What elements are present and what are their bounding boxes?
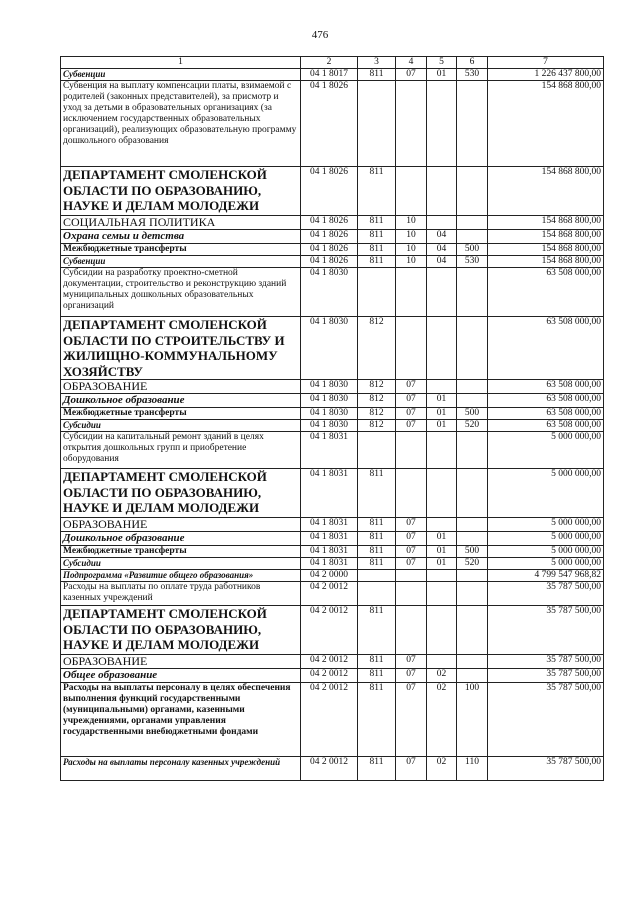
section-code: 10	[396, 244, 427, 256]
expense-type-code	[457, 81, 488, 167]
row-name: Субвенции	[61, 69, 301, 81]
section-code: 07	[396, 380, 427, 394]
target-code: 04 1 8030	[301, 317, 358, 380]
department-code: 811	[358, 606, 396, 655]
table-row	[61, 394, 604, 408]
target-code: 04 1 8031	[301, 469, 358, 518]
row-name: Расходы на выплаты персоналу в целях обеспечения выполнения функций государственными (муниципальными) органами, казенными учреждениями, органами управления государственными внебюджетными фондами	[61, 683, 301, 757]
subsection-code	[427, 570, 457, 582]
table-row	[61, 408, 604, 420]
department-code: 811	[358, 256, 396, 268]
section-code	[396, 606, 427, 655]
section-code	[396, 469, 427, 518]
amount: 5 000 000,00	[488, 546, 604, 558]
target-code: 04 1 8031	[301, 558, 358, 570]
section-code: 10	[396, 216, 427, 230]
column-header: 5	[427, 57, 457, 69]
section-code: 07	[396, 532, 427, 546]
target-code: 04 1 8031	[301, 432, 358, 469]
amount: 1 226 437 800,00	[488, 69, 604, 81]
table-row	[61, 216, 604, 230]
section-code	[396, 570, 427, 582]
expense-type-code	[457, 655, 488, 669]
table-row	[61, 570, 604, 582]
section-code: 07	[396, 757, 427, 781]
subsection-code	[427, 268, 457, 317]
table-row	[61, 606, 604, 655]
subsection-code	[427, 81, 457, 167]
department-code: 811	[358, 683, 396, 757]
subsection-code	[427, 655, 457, 669]
department-code: 811	[358, 669, 396, 683]
amount: 35 787 500,00	[488, 683, 604, 757]
amount: 35 787 500,00	[488, 582, 604, 606]
subsection-code	[427, 518, 457, 532]
section-code	[396, 268, 427, 317]
row-name: Расходы на выплаты по оплате труда работников казенных учреждений	[61, 582, 301, 606]
amount: 63 508 000,00	[488, 380, 604, 394]
amount: 35 787 500,00	[488, 669, 604, 683]
target-code: 04 1 8026	[301, 216, 358, 230]
subsection-code: 01	[427, 69, 457, 81]
department-code	[358, 570, 396, 582]
target-code: 04 1 8030	[301, 268, 358, 317]
amount: 5 000 000,00	[488, 469, 604, 518]
section-code: 07	[396, 408, 427, 420]
table-row	[61, 230, 604, 244]
table-row	[61, 546, 604, 558]
target-code: 04 2 0012	[301, 582, 358, 606]
table-row	[61, 69, 604, 81]
row-name: Субсидии на разработку проектно-сметной документации, строительство и реконструкцию зданий муниципальных дошкольных образовательных организаций	[61, 268, 301, 317]
amount: 63 508 000,00	[488, 268, 604, 317]
table-row	[61, 268, 604, 317]
table-row	[61, 655, 604, 669]
table-row	[61, 518, 604, 532]
row-name: Охрана семьи и детства	[61, 230, 301, 244]
table-row	[61, 317, 604, 380]
section-code: 07	[396, 518, 427, 532]
subsection-code: 04	[427, 256, 457, 268]
expense-type-code: 500	[457, 408, 488, 420]
target-code: 04 1 8030	[301, 420, 358, 432]
target-code: 04 1 8030	[301, 380, 358, 394]
department-code: 811	[358, 518, 396, 532]
expense-type-code	[457, 469, 488, 518]
amount: 63 508 000,00	[488, 317, 604, 380]
table-row	[61, 558, 604, 570]
amount: 154 868 800,00	[488, 216, 604, 230]
subsection-code: 01	[427, 532, 457, 546]
department-code: 811	[358, 230, 396, 244]
section-code: 07	[396, 546, 427, 558]
department-code: 811	[358, 469, 396, 518]
column-header: 7	[488, 57, 604, 69]
expense-type-code	[457, 432, 488, 469]
budget-table	[60, 56, 604, 781]
amount: 154 868 800,00	[488, 167, 604, 216]
section-code	[396, 317, 427, 380]
section-code: 07	[396, 394, 427, 408]
department-code: 811	[358, 532, 396, 546]
expense-type-code: 530	[457, 69, 488, 81]
department-code: 811	[358, 216, 396, 230]
column-header: 1	[61, 57, 301, 69]
expense-type-code	[457, 669, 488, 683]
department-code: 812	[358, 420, 396, 432]
row-name: Субвенция на выплату компенсации платы, взимаемой с родителей (законных представителей), за присмотр и уход за детьми в образовательных организациях (за исключением государственных образовательных организаций), реализующих образовательную программу дошкольного образования	[61, 81, 301, 167]
amount: 4 799 547 968,82	[488, 570, 604, 582]
expense-type-code	[457, 380, 488, 394]
table-row	[61, 256, 604, 268]
amount: 154 868 800,00	[488, 81, 604, 167]
expense-type-code: 100	[457, 683, 488, 757]
amount: 154 868 800,00	[488, 244, 604, 256]
department-code	[358, 582, 396, 606]
target-code: 04 1 8031	[301, 532, 358, 546]
row-name: Дошкольное образование	[61, 532, 301, 546]
row-name: ДЕПАРТАМЕНТ СМОЛЕНСКОЙ ОБЛАСТИ ПО ОБРАЗОВАНИЮ, НАУКЕ И ДЕЛАМ МОЛОДЕЖИ	[61, 606, 301, 655]
subsection-code: 01	[427, 420, 457, 432]
expense-type-code	[457, 317, 488, 380]
table-row	[61, 683, 604, 757]
subsection-code: 01	[427, 408, 457, 420]
department-code: 812	[358, 317, 396, 380]
amount: 5 000 000,00	[488, 558, 604, 570]
subsection-code	[427, 317, 457, 380]
section-code: 10	[396, 230, 427, 244]
department-code: 811	[358, 655, 396, 669]
expense-type-code	[457, 216, 488, 230]
subsection-code: 01	[427, 558, 457, 570]
table-header-row	[61, 57, 604, 69]
table-row	[61, 420, 604, 432]
row-name: Дошкольное образование	[61, 394, 301, 408]
section-code: 07	[396, 69, 427, 81]
amount: 63 508 000,00	[488, 394, 604, 408]
expense-type-code: 520	[457, 558, 488, 570]
row-name: Общее образование	[61, 669, 301, 683]
section-code	[396, 167, 427, 216]
column-header: 6	[457, 57, 488, 69]
target-code: 04 1 8030	[301, 394, 358, 408]
row-name: ДЕПАРТАМЕНТ СМОЛЕНСКОЙ ОБЛАСТИ ПО СТРОИТЕЛЬСТВУ И ЖИЛИЩНО-КОММУНАЛЬНОМУ ХОЗЯЙСТВУ	[61, 317, 301, 380]
section-code	[396, 432, 427, 469]
table-row	[61, 757, 604, 781]
department-code: 812	[358, 380, 396, 394]
subsection-code	[427, 380, 457, 394]
expense-type-code: 500	[457, 546, 488, 558]
column-header: 2	[301, 57, 358, 69]
row-name: ОБРАЗОВАНИЕ	[61, 655, 301, 669]
subsection-code	[427, 432, 457, 469]
section-code: 07	[396, 683, 427, 757]
row-name: Межбюджетные трансферты	[61, 408, 301, 420]
subsection-code	[427, 606, 457, 655]
amount: 63 508 000,00	[488, 408, 604, 420]
target-code: 04 2 0000	[301, 570, 358, 582]
department-code	[358, 268, 396, 317]
amount: 5 000 000,00	[488, 432, 604, 469]
row-name: ОБРАЗОВАНИЕ	[61, 518, 301, 532]
table-row	[61, 432, 604, 469]
department-code	[358, 432, 396, 469]
subsection-code: 02	[427, 757, 457, 781]
subsection-code	[427, 216, 457, 230]
expense-type-code	[457, 230, 488, 244]
row-name: Субсидии на капитальный ремонт зданий в целях открытия дошкольных групп и приобретение оборудования	[61, 432, 301, 469]
department-code: 811	[358, 69, 396, 81]
section-code: 07	[396, 420, 427, 432]
department-code	[358, 81, 396, 167]
expense-type-code	[457, 394, 488, 408]
department-code: 811	[358, 244, 396, 256]
column-header: 4	[396, 57, 427, 69]
target-code: 04 2 0012	[301, 757, 358, 781]
table-row	[61, 469, 604, 518]
section-code: 07	[396, 669, 427, 683]
department-code: 811	[358, 757, 396, 781]
department-code: 812	[358, 408, 396, 420]
subsection-code: 01	[427, 546, 457, 558]
target-code: 04 1 8031	[301, 546, 358, 558]
amount: 63 508 000,00	[488, 420, 604, 432]
target-code: 04 2 0012	[301, 683, 358, 757]
subsection-code: 04	[427, 244, 457, 256]
target-code: 04 2 0012	[301, 606, 358, 655]
amount: 35 787 500,00	[488, 757, 604, 781]
row-name: Межбюджетные трансферты	[61, 244, 301, 256]
table-row	[61, 81, 604, 167]
target-code: 04 2 0012	[301, 655, 358, 669]
row-name: ДЕПАРТАМЕНТ СМОЛЕНСКОЙ ОБЛАСТИ ПО ОБРАЗОВАНИЮ, НАУКЕ И ДЕЛАМ МОЛОДЕЖИ	[61, 167, 301, 216]
subsection-code: 01	[427, 394, 457, 408]
target-code: 04 1 8030	[301, 408, 358, 420]
expense-type-code	[457, 167, 488, 216]
subsection-code: 04	[427, 230, 457, 244]
department-code: 811	[358, 546, 396, 558]
row-name: ОБРАЗОВАНИЕ	[61, 380, 301, 394]
section-code: 07	[396, 655, 427, 669]
subsection-code	[427, 469, 457, 518]
expense-type-code: 500	[457, 244, 488, 256]
expense-type-code	[457, 532, 488, 546]
section-code	[396, 582, 427, 606]
amount: 5 000 000,00	[488, 518, 604, 532]
department-code: 811	[358, 167, 396, 216]
section-code	[396, 81, 427, 167]
department-code: 811	[358, 558, 396, 570]
row-name: Межбюджетные трансферты	[61, 546, 301, 558]
expense-type-code: 520	[457, 420, 488, 432]
subsection-code: 02	[427, 669, 457, 683]
page-number: 476	[311, 29, 329, 41]
column-header: 3	[358, 57, 396, 69]
table-row	[61, 380, 604, 394]
target-code: 04 1 8026	[301, 230, 358, 244]
row-name: Субсидии	[61, 420, 301, 432]
subsection-code: 02	[427, 683, 457, 757]
section-code: 10	[396, 256, 427, 268]
amount: 35 787 500,00	[488, 606, 604, 655]
row-name: ДЕПАРТАМЕНТ СМОЛЕНСКОЙ ОБЛАСТИ ПО ОБРАЗОВАНИЮ, НАУКЕ И ДЕЛАМ МОЛОДЕЖИ	[61, 469, 301, 518]
amount: 5 000 000,00	[488, 532, 604, 546]
row-name: Расходы на выплаты персоналу казенных учреждений	[61, 757, 301, 781]
expense-type-code	[457, 268, 488, 317]
target-code: 04 1 8031	[301, 518, 358, 532]
target-code: 04 1 8026	[301, 256, 358, 268]
target-code: 04 1 8026	[301, 167, 358, 216]
target-code: 04 1 8026	[301, 244, 358, 256]
amount: 154 868 800,00	[488, 230, 604, 244]
row-name: Подпрограмма «Развитие общего образования»	[61, 570, 301, 582]
amount: 154 868 800,00	[488, 256, 604, 268]
amount: 35 787 500,00	[488, 655, 604, 669]
expense-type-code: 530	[457, 256, 488, 268]
table-row	[61, 167, 604, 216]
expense-type-code	[457, 606, 488, 655]
table-row	[61, 669, 604, 683]
table-row	[61, 532, 604, 546]
target-code: 04 2 0012	[301, 669, 358, 683]
subsection-code	[427, 582, 457, 606]
row-name: СОЦИАЛЬНАЯ ПОЛИТИКА	[61, 216, 301, 230]
expense-type-code	[457, 582, 488, 606]
department-code: 812	[358, 394, 396, 408]
subsection-code	[427, 167, 457, 216]
expense-type-code	[457, 518, 488, 532]
table-row	[61, 244, 604, 256]
expense-type-code	[457, 570, 488, 582]
row-name: Субсидии	[61, 558, 301, 570]
table-row	[61, 582, 604, 606]
target-code: 04 1 8017	[301, 69, 358, 81]
section-code: 07	[396, 558, 427, 570]
expense-type-code: 110	[457, 757, 488, 781]
row-name: Субвенции	[61, 256, 301, 268]
target-code: 04 1 8026	[301, 81, 358, 167]
